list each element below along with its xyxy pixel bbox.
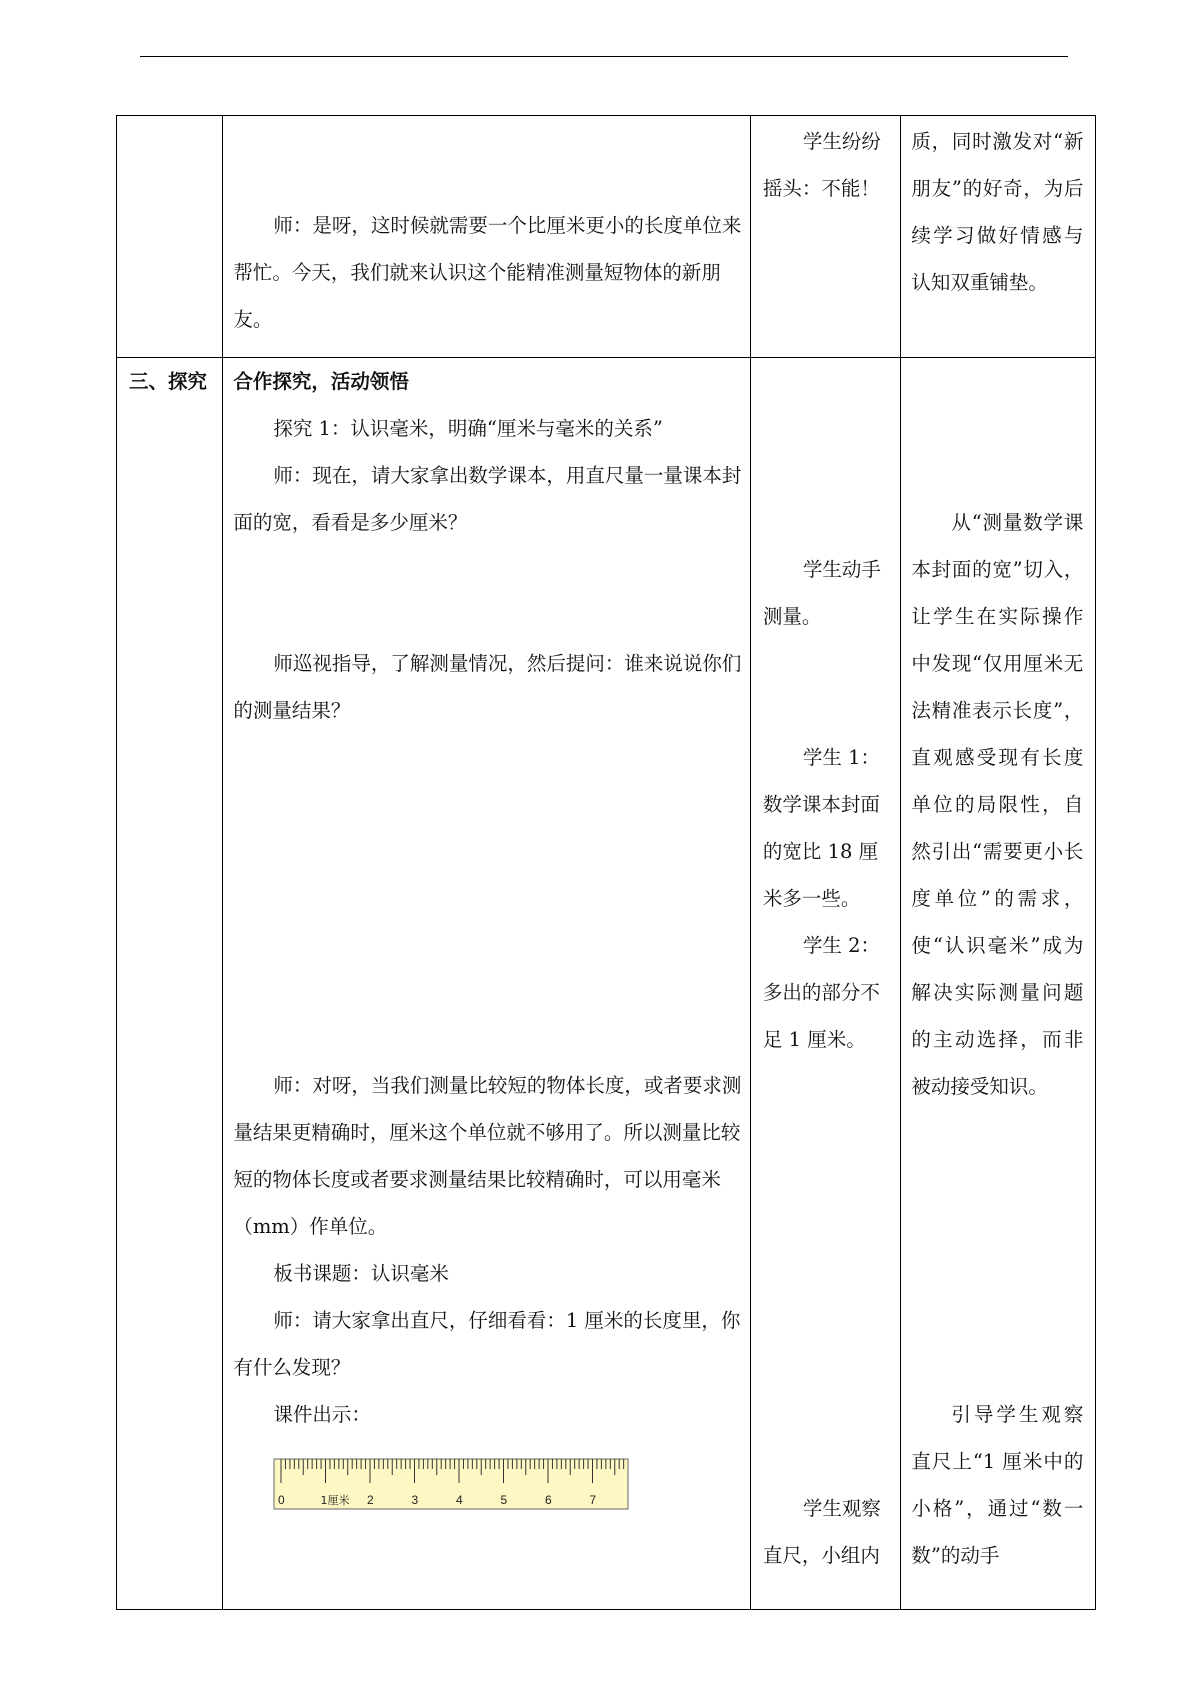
ruler-number: 0 [278, 1493, 285, 1507]
student-paragraph: 学生 2：多出的部分不足 1 厘米。 [762, 934, 881, 1051]
teacher-activity-cell [223, 116, 751, 358]
courseware-label: 课件出示： [273, 1403, 371, 1426]
design-intent-cell [901, 116, 1096, 358]
student-paragraph: 学生 1：数学课本封面的宽比 18 厘米多一些。 [762, 746, 881, 910]
teacher-paragraph: 师巡视指导，了解测量情况，然后提问：谁来说说你们的测量结果？ [233, 652, 742, 722]
teacher-paragraph: 师：现在，请大家拿出数学课本，用直尺量一量课本封面的宽，看看是多少厘米？ [233, 464, 742, 534]
ruler-number: 6 [545, 1493, 552, 1507]
ruler-number: 7 [589, 1493, 597, 1507]
teacher-paragraph: 师：对呀，当我们测量比较短的物体长度，或者要求测量结果更精确时，厘米这个单位就不够用了。所以测量比较短的物体长度或者要求测量结果比较精确时，可以用毫米（mm）作单位。 [233, 1074, 742, 1238]
intent-paragraph: 从“测量数学课本封面的宽”切入，让学生在实际操作中发现“仅用厘米无法精准表示长度”，直观感受现有长度单位的局限性，自然引出“需要更小长度单位”的需求，使“认识毫米”成为解决实际测量问题的主动选择，而非被动接受知识。 [911, 511, 1084, 1098]
intent-paragraph: 质，同时激发对“新朋友”的好奇，为后续学习做好情感与认知双重铺垫。 [911, 130, 1084, 294]
ruler-unit-label: 1厘米 [320, 1494, 350, 1507]
ruler-number: 2 [367, 1493, 374, 1507]
stage-cell [117, 358, 223, 1610]
ruler-image [273, 1458, 629, 1510]
student-paragraph: 学生动手测量。 [762, 558, 881, 628]
table-row [117, 116, 1096, 358]
header-rule [140, 56, 1068, 57]
explore-title: 探究 1：认识毫米，明确“厘米与毫米的关系” [273, 417, 663, 440]
ruler-number: 4 [456, 1493, 463, 1507]
student-activity-cell [750, 116, 900, 358]
teacher-paragraph: 师：是呀，这时候就需要一个比厘米更小的长度单位来帮忙。今天，我们就来认识这个能精准测量短物体的新朋友。 [233, 214, 742, 331]
student-activity-cell [750, 358, 900, 1610]
ruler-svg [273, 1458, 629, 1510]
intent-paragraph: 引导学生观察直尺上“1 厘米中的小格”，通过“数一数”的动手 [911, 1403, 1084, 1567]
section-heading: 合作探究，活动领悟 [233, 370, 409, 393]
design-intent-cell [901, 358, 1096, 1610]
student-paragraph: 学生纷纷摇头：不能！ [762, 130, 881, 200]
ruler-number: 5 [500, 1493, 508, 1507]
ruler-number: 3 [411, 1493, 419, 1507]
teacher-paragraph: 师：请大家拿出直尺，仔细看看：1 厘米的长度里，你有什么发现？ [233, 1309, 741, 1379]
board-title: 板书课题：认识毫米 [273, 1262, 449, 1285]
teacher-activity-cell [223, 358, 751, 1610]
student-paragraph: 学生观察直尺，小组内 [762, 1497, 881, 1567]
lesson-plan-table [116, 115, 1096, 1610]
table-row [117, 358, 1096, 1610]
stage-cell [117, 116, 223, 358]
stage-label: 三、探究 [129, 370, 208, 393]
